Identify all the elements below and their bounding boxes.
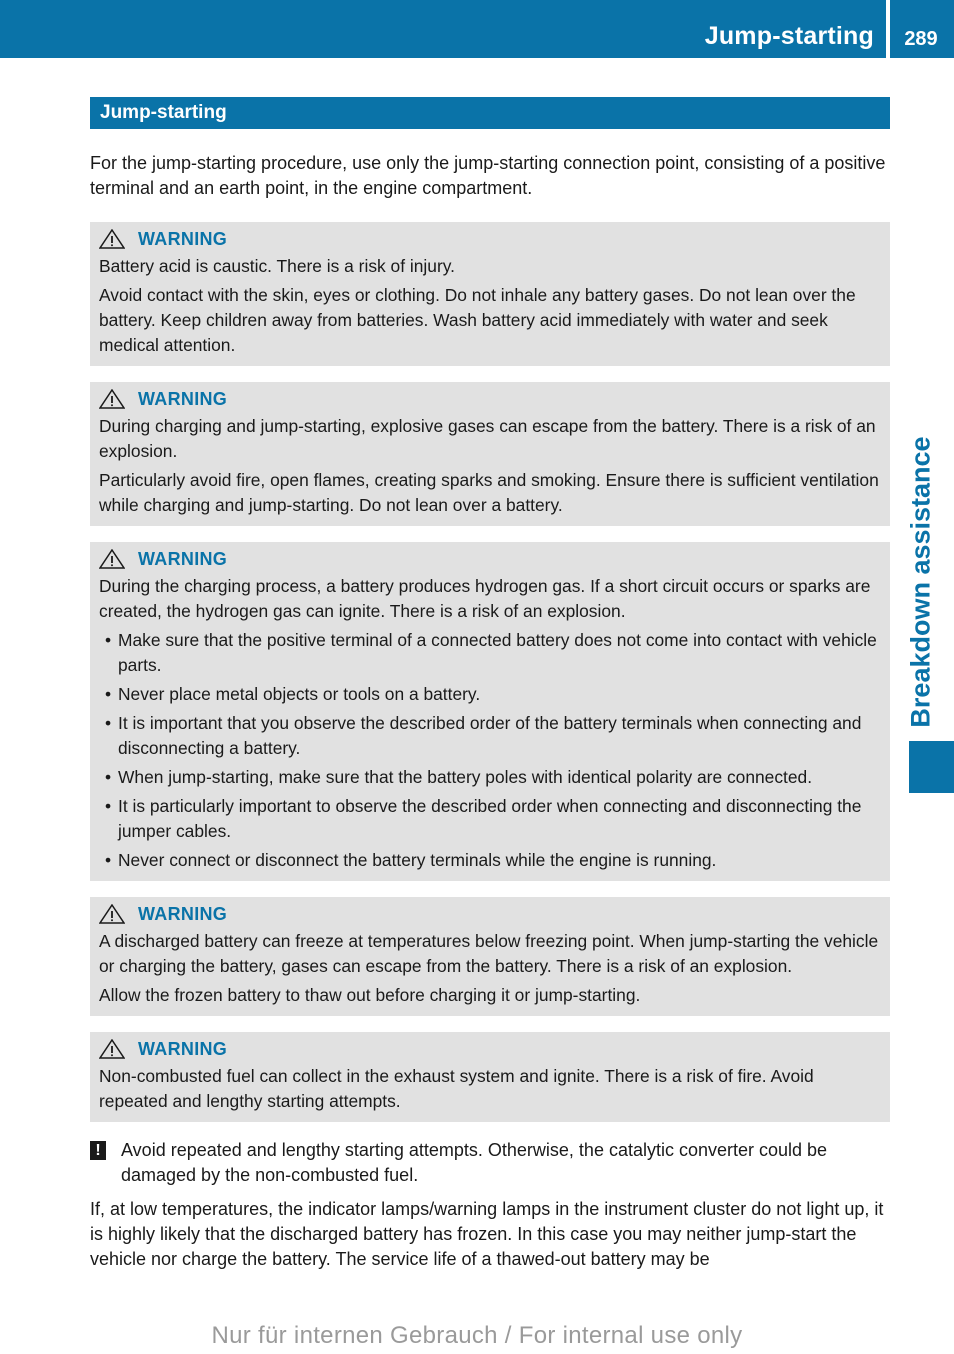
body-paragraph: If, at low temperatures, the indicator lamps/warning lamps in the instrument cluster do not light up, it is highly likely that the discharged battery has frozen. In this case you may neither jump-start the vehicle nor charge the battery. The service life of a thawed-out battery may be [90, 1199, 884, 1269]
warning-text: Battery acid is caustic. There is a risk of injury. [99, 256, 455, 276]
list-item: • Never place metal objects or tools on a battery. [99, 682, 881, 707]
caution-note [90, 1138, 890, 1188]
warning-box [90, 382, 890, 526]
side-tab-label: Breakdown assistance [905, 436, 936, 728]
note-text: Avoid repeated and lengthy starting attempts. Otherwise, the catalytic converter could be damaged by the non-combusted fuel. [121, 1140, 828, 1185]
warning-heading [99, 549, 881, 569]
list-item: • It is important that you observe the described order of the battery terminals when connecting and disconnecting a battery. [99, 711, 881, 761]
list-item: • When jump-starting, make sure that the battery poles with identical polarity are connected. [99, 765, 881, 790]
warning-box [90, 1032, 890, 1122]
warning-text: Non-combusted fuel can collect in the exhaust system and ignite. There is a risk of fire. Avoid repeated and lengthy starting attempts. [99, 1066, 814, 1111]
warning-label: WARNING [138, 388, 228, 409]
warning-triangle-icon [99, 229, 125, 249]
intro-paragraph: For the jump-starting procedure, use only the jump-starting connection point, consisting of a positive terminal and an earth point, in the engine compartment. [90, 153, 886, 198]
page-number: 289 [904, 28, 938, 50]
warning-text: Particularly avoid fire, open flames, creating sparks and smoking. Ensure there is sufficient ventilation while charging and jump-starting. Do not lean over a battery. [99, 470, 879, 515]
list-item: • Never connect or disconnect the battery terminals while the engine is running. [99, 848, 881, 873]
warning-text: During the charging process, a battery produces hydrogen gas. If a short circuit occurs or sparks are created, the hydrogen gas can ignite. There is a risk of an explosion. [99, 576, 871, 621]
main-content [90, 97, 890, 1272]
warning-triangle-icon [99, 549, 125, 569]
warning-text: A discharged battery can freeze at temperatures below freezing point. When jump-starting the vehicle or charging the battery, gases can escape from the battery. There is a risk of an explosion. [99, 931, 879, 976]
warning-triangle-icon [99, 904, 125, 924]
warning-bullet-list [99, 628, 881, 873]
warning-heading [99, 904, 881, 924]
warning-heading [99, 229, 881, 249]
exclamation-icon: ! [90, 1141, 106, 1160]
warning-heading [99, 389, 881, 409]
warning-triangle-icon [99, 389, 125, 409]
side-tab-marker [909, 741, 954, 793]
warning-label: WARNING [138, 228, 228, 249]
header-divider [886, 0, 890, 58]
warning-text: Allow the frozen battery to thaw out before charging it or jump-starting. [99, 985, 641, 1005]
warning-text: Avoid contact with the skin, eyes or clothing. Do not inhale any battery gases. Do not lean over the battery. Keep children away from batteries. Wash battery acid immediately with water and seek medical attention. [99, 285, 856, 355]
warning-heading [99, 1039, 881, 1059]
warning-text: During charging and jump-starting, explosive gases can escape from the battery. There is a risk of an explosion. [99, 416, 876, 461]
header-title: Jump-starting [704, 22, 874, 50]
list-item: • It is particularly important to observe the described order when connecting and disconnecting the jumper cables. [99, 794, 881, 844]
warning-label: WARNING [138, 1038, 228, 1059]
warning-box [90, 897, 890, 1016]
warning-box [90, 222, 890, 366]
warning-label: WARNING [138, 903, 228, 924]
warning-label: WARNING [138, 548, 228, 569]
section-title: Jump-starting [90, 97, 890, 129]
footer-watermark: Nur für internen Gebrauch / For internal use only [211, 1322, 743, 1349]
warning-box [90, 542, 890, 881]
warning-triangle-icon [99, 1039, 125, 1059]
list-item: • Make sure that the positive terminal of a connected battery does not come into contact with vehicle parts. [99, 628, 881, 678]
